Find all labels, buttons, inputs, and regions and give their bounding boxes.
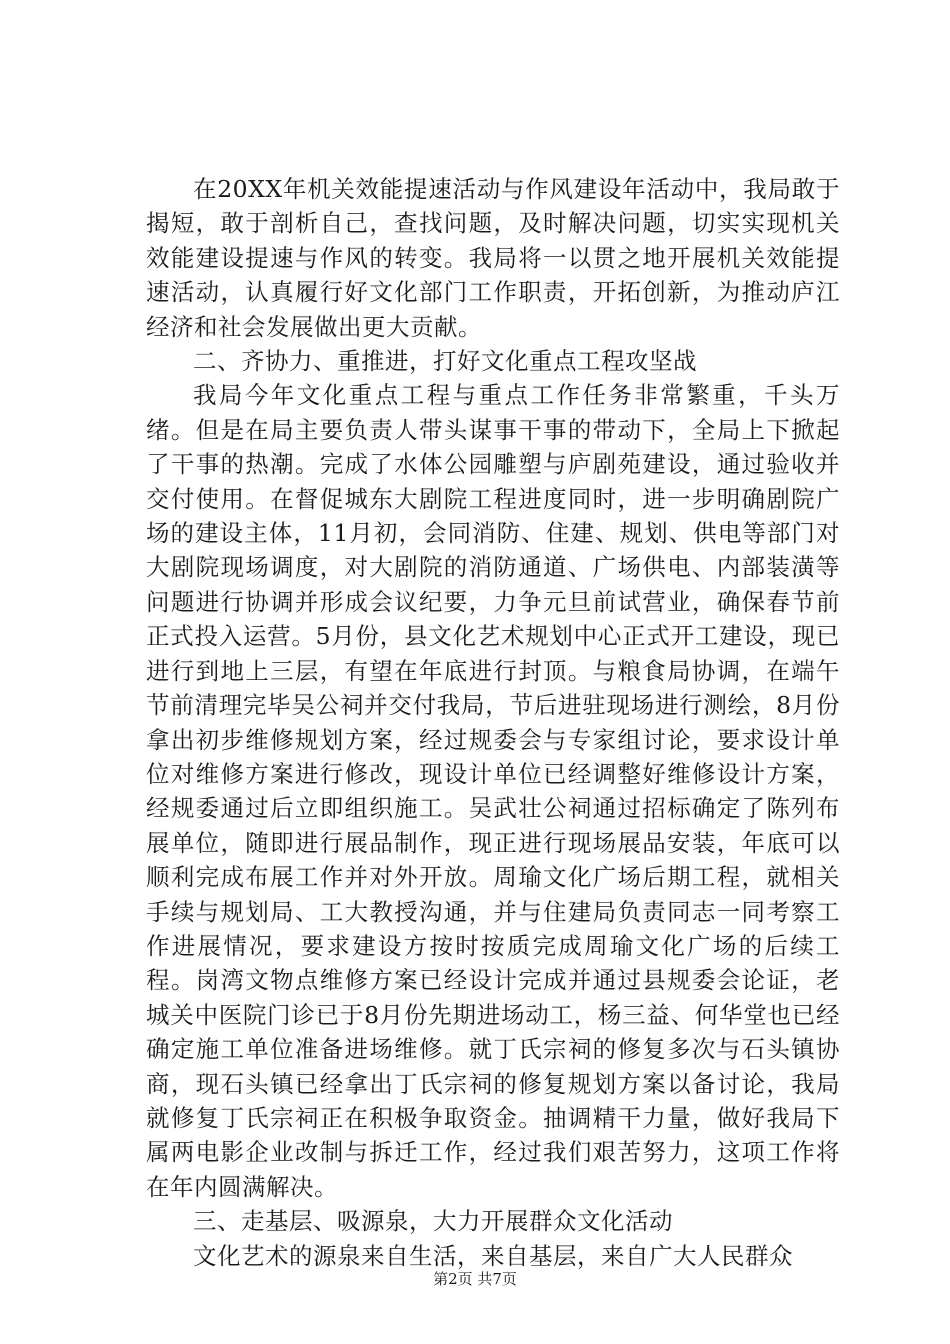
section-heading-key-projects: 二、齐协力、重推进，打好文化重点工程攻坚战 xyxy=(193,347,697,376)
document-body xyxy=(146,172,840,1273)
section-heading-mass-culture: 三、走基层、吸源泉，大力开展群众文化活动 xyxy=(193,1207,673,1236)
paragraph-key-projects: 我局今年文化重点工程与重点工作任务非常繁重，千头万绪。但是在局主要负责人带头谋事干事的带动下，全局上下掀起了干事的热潮。完成了水体公园雕塑与庐剧苑建设，通过验收并交付使用。在督促城东大剧院工程进度同时，进一步明确剧院广场的建设主体，11月初，会同消防、住建、规划、供电等部门对大剧院现场调度，对大剧院的消防通道、广场供电、内部装潢等问题进行协调并形成会议纪要，力争元旦前试营业，确保春节前正式投入运营。5月份，县文化艺术规划中心正式开工建设，现已进行到地上三层，有望在年底进行封顶。与粮食局协调，在端午节前清理完毕吴公祠并交付我局，节后进驻现场进行测绘，8月份拿出初步维修规划方案，经过规委会与专家组讨论，要求设计单位对维修方案进行修改，现设计单位已经调整好维修设计方案，经规委通过后立即组织施工。吴武壮公祠通过招标确定了陈列布展单位，随即进行展品制作，现正进行现场展品安装，年底可以顺利完成布展工作并对外开放。周瑜文化广场后期工程，就相关手续与规划局、工大教授沟通，并与住建局负责同志一同考察工作进展情况，要求建设方按时按质完成周瑜文化广场的后续工程。岗湾文物点维修方案已经设计完成并通过县规委会论证，老城关中医院门诊已于8月份先期进场动工，杨三益、何华堂也已经确定施工单位准备进场维修。就丁氏宗祠的修复多次与石头镇协商，现石头镇已经拿出丁氏宗祠的修复规划方案以备讨论，我局就修复丁氏宗祠正在积极争取资金。抽调精干力量，做好我局下属两电影企业改制与拆迁工作，经过我们艰苦努力，这项工作将在年内圆满解决。 xyxy=(146,381,840,1201)
paragraph-mass-culture: 文化艺术的源泉来自生活，来自基层，来自广大人民群众 xyxy=(193,1241,793,1270)
page-number-footer: 第2页 共7页 xyxy=(433,1270,517,1288)
paragraph-efficiency: 在20XX年机关效能提速活动与作风建设年活动中，我局敢于揭短，敢于剖析自己，查找问题，及时解决问题，切实实现机关效能建设提速与作风的转变。我局将一以贯之地开展机关效能提速活动，认真履行好文化部门工作职责，开拓创新，为推动庐江经济和社会发展做出更大贡献。 xyxy=(146,175,840,341)
